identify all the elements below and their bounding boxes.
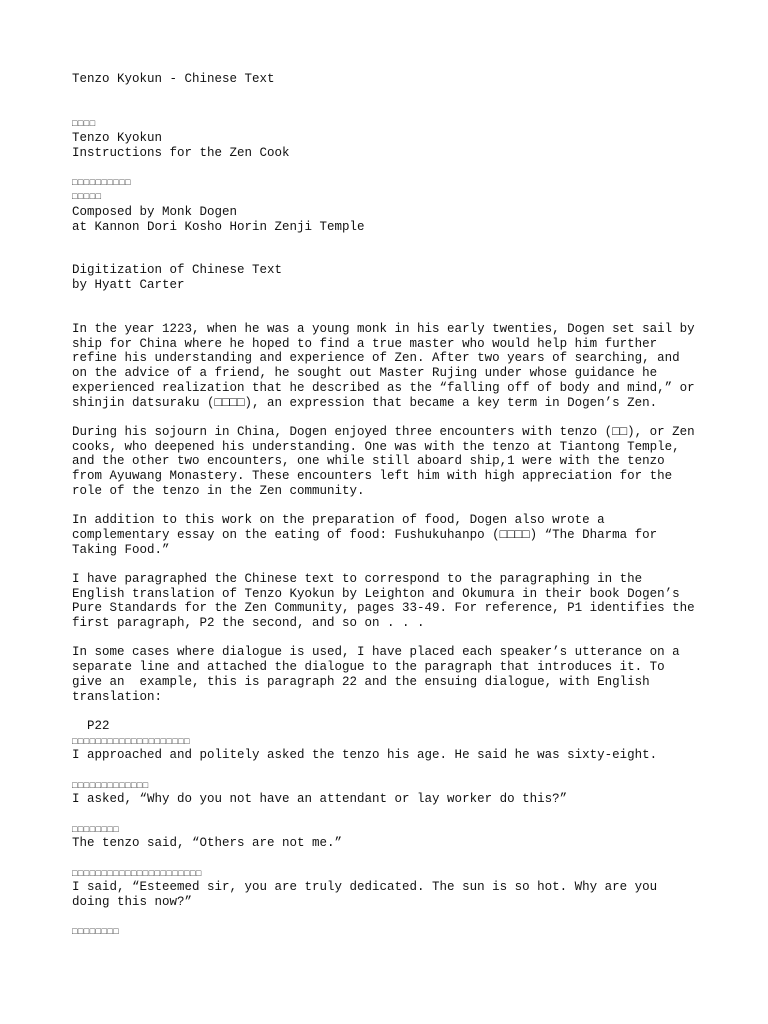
dialogue-english: I asked, “Why do you not have an attendant or lay worker do this?” [72,792,568,806]
paragraph-3-line: complementary essay on the eating of food: Fushukuhanpo (□□□□) “The Dharma for [72,528,658,542]
cjk-author-line-2: □□□□□ [72,192,102,202]
dialogue-chinese: □□□□□□□□□□□□□ [72,781,149,791]
dialogue-chinese: □□□□□□□□□□□□□□□□□□□□ [72,737,191,747]
dialogue-chinese: □□□□□□□□ [72,825,120,835]
author-line-2: at Kannon Dori Kosho Horin Zenji Temple [72,220,365,234]
dialogue-chinese: □□□□□□□□□□□□□□□□□□□□□□ [72,869,202,879]
paragraph-5-line: give an example, this is paragraph 22 and the ensuing dialogue, with English [72,675,650,689]
paragraph-1-line: shinjin datsuraku (□□□□), an expression that became a key term in Dogen’s Zen. [72,396,658,410]
paragraph-3-line: In addition to this work on the preparation of food, Dogen also wrote a [72,513,605,527]
dialogue-english: The tenzo said, “Others are not me.” [72,836,343,850]
paragraph-3-line: Taking Food.” [72,543,170,557]
paragraph-4-line: I have paragraphed the Chinese text to correspond to the paragraphing in the [72,572,643,586]
paragraph-1-line: refine his understanding and experience of Zen. After two years of searching, and [72,351,680,365]
paragraph-4-line: first paragraph, P2 the second, and so on . . . [72,616,425,630]
paragraph-5-line: separate line and attached the dialogue to the paragraph that introduces it. To [72,660,665,674]
cjk-author-line-1: □□□□□□□□□□ [72,178,132,188]
paragraph-1-line: on the advice of a friend, he sought out Master Rujing under whose guidance he [72,366,658,380]
paragraph-2-line: from Ayuwang Monastery. These encounters left him with high appreciation for the [72,469,673,483]
dialogue-english: I said, “Esteemed sir, you are truly dedicated. The sun is so hot. Why are you [72,880,658,894]
paragraph-5-line: In some cases where dialogue is used, I have placed each speaker’s utterance on a [72,645,680,659]
digitization-line-1: Digitization of Chinese Text [72,263,283,277]
document-title: Tenzo Kyokun - Chinese Text [72,72,275,86]
heading-subtitle: Instructions for the Zen Cook [72,146,290,160]
digitization-line-2: by Hyatt Carter [72,278,185,292]
paragraph-label: P22 [72,719,110,733]
dialogue-english: I approached and politely asked the tenzo his age. He said he was sixty-eight. [72,748,658,762]
cjk-title: □□□□ [72,119,96,129]
dialogue-chinese: □□□□□□□□ [72,927,120,937]
paragraph-2-line: cooks, who deepened his understanding. One was with the tenzo at Tiantong Temple, [72,440,680,454]
author-line-1: Composed by Monk Dogen [72,205,238,219]
heading-title: Tenzo Kyokun [72,131,163,145]
paragraph-1-line: ship for China where he hoped to find a true master who would help him further [72,337,658,351]
paragraph-2-line: During his sojourn in China, Dogen enjoyed three encounters with tenzo (□□), or Zen [72,425,695,439]
paragraph-4-line: English translation of Tenzo Kyokun by Leighton and Okumura in their book Dogen’s [72,587,680,601]
paragraph-2-line: and the other two encounters, one while still aboard ship,1 were with the tenzo [72,454,665,468]
paragraph-4-line: Pure Standards for the Zen Community, pages 33-49. For reference, P1 identifies the [72,601,695,615]
paragraph-5-line: translation: [72,690,163,704]
paragraph-1-line: experienced realization that he described as the “falling off of body and mind,” or [72,381,695,395]
dialogue-english: doing this now?” [72,895,193,909]
paragraph-1-line: In the year 1223, when he was a young monk in his early twenties, Dogen set sail by [72,322,695,336]
paragraph-2-line: role of the tenzo in the Zen community. [72,484,365,498]
